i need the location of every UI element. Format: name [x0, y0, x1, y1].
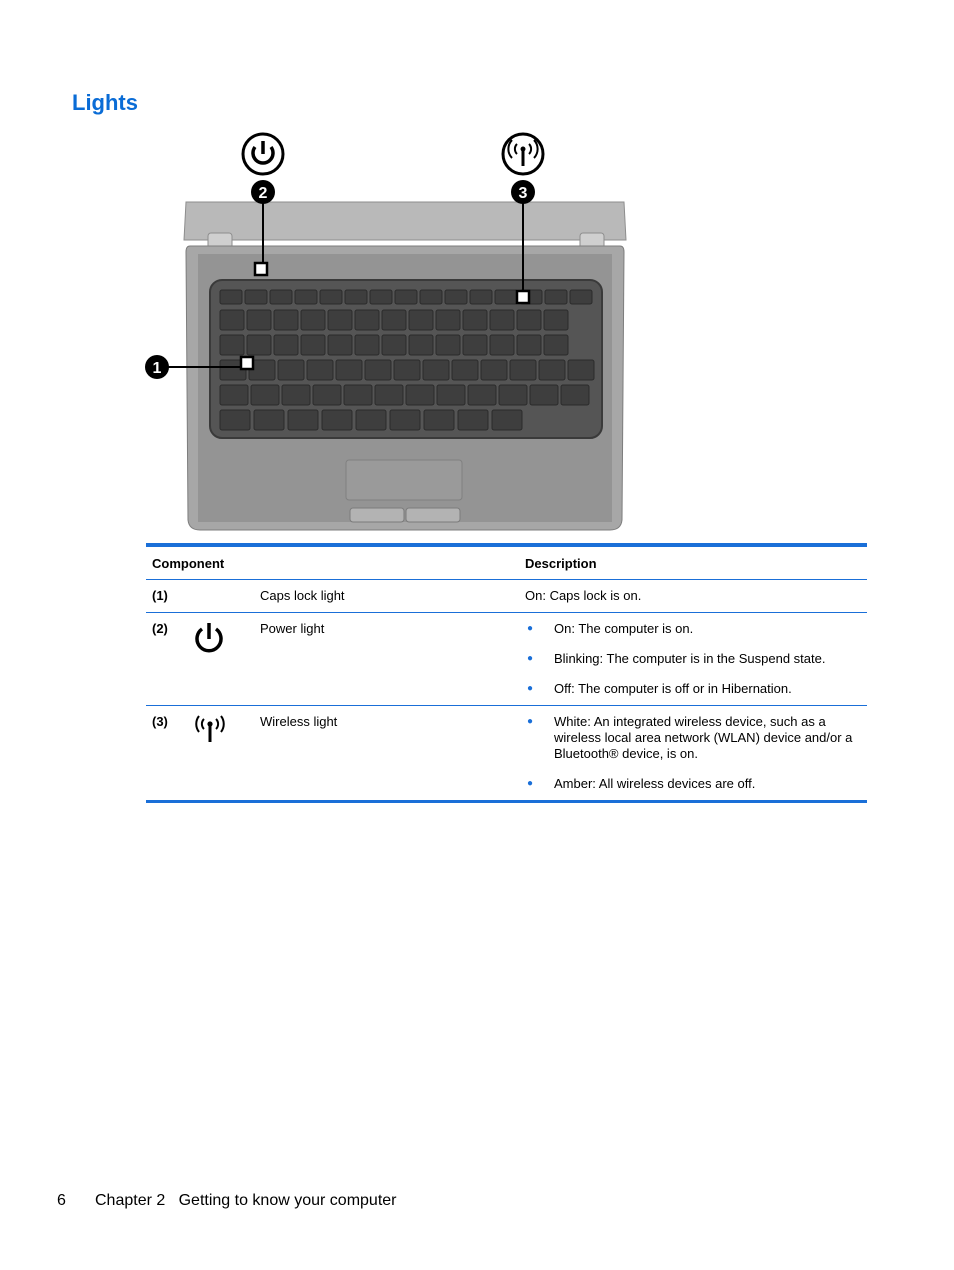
- keyboard-key: [278, 360, 304, 380]
- keyboard-key: [539, 360, 565, 380]
- row-component-name: Caps lock light: [254, 580, 519, 613]
- row-icon-cell: [186, 706, 254, 802]
- list-item: ● Blinking: The computer is in the Suspend state.: [525, 651, 861, 667]
- keyboard-key: [395, 290, 417, 304]
- keyboard-key: [328, 310, 352, 330]
- keyboard-key: [468, 385, 496, 405]
- laptop-illustration: [140, 130, 640, 535]
- keyboard-key: [492, 410, 522, 430]
- keyboard-key: [245, 290, 267, 304]
- table-row: [146, 580, 867, 613]
- keyboard-key: [510, 360, 536, 380]
- list-item: ● White: An integrated wireless device, such as a wireless local area network (WLAN) device and/or a Bluetooth® device, is on.: [525, 714, 861, 762]
- row-number: (2): [146, 613, 186, 706]
- keyboard-key: [409, 310, 433, 330]
- keyboard-key: [530, 385, 558, 405]
- wireless-icon: [503, 134, 543, 174]
- keyboard-key: [355, 335, 379, 355]
- page-footer: [57, 1192, 396, 1210]
- laptop-top-view-figure: [140, 130, 640, 535]
- keyboard-key: [481, 360, 507, 380]
- row-icon-cell: [186, 580, 254, 613]
- keyboard-key: [356, 410, 386, 430]
- svg-text:2: 2: [258, 185, 268, 202]
- keyboard-key: [495, 290, 517, 304]
- keyboard-key: [307, 360, 333, 380]
- row-number: (3): [146, 706, 186, 802]
- chapter-title: Chapter 2 Getting to know your computer: [95, 1192, 397, 1209]
- power-icon: [192, 621, 226, 655]
- row-icon-cell: [186, 613, 254, 706]
- keyboard-key: [490, 335, 514, 355]
- keyboard-key: [274, 335, 298, 355]
- keyboard-key: [490, 310, 514, 330]
- page-title: Lights: [72, 90, 138, 115]
- keyboard-key: [544, 335, 568, 355]
- keyboard-key: [370, 290, 392, 304]
- keyboard-key: [282, 385, 310, 405]
- header-component: Component: [146, 545, 519, 580]
- keyboard-key: [344, 385, 372, 405]
- keyboard-key: [570, 290, 592, 304]
- keyboard-key: [499, 385, 527, 405]
- keyboard-key: [220, 385, 248, 405]
- keyboard-key: [320, 290, 342, 304]
- keyboard-key: [336, 360, 362, 380]
- keyboard-key: [301, 310, 325, 330]
- keyboard-key: [313, 385, 341, 405]
- lights-table: [146, 543, 867, 803]
- list-item: ● On: The computer is on.: [525, 621, 861, 637]
- page-number: 6: [57, 1192, 66, 1209]
- keyboard-key: [390, 410, 420, 430]
- keyboard-key: [458, 410, 488, 430]
- keyboard-key: [561, 385, 589, 405]
- keyboard-key: [452, 360, 478, 380]
- keyboard-key: [517, 335, 541, 355]
- keyboard-key: [545, 290, 567, 304]
- keyboard-key: [247, 310, 271, 330]
- row-description: [519, 706, 867, 802]
- keyboard-key: [436, 335, 460, 355]
- keyboard-key: [328, 335, 352, 355]
- keyboard-key: [423, 360, 449, 380]
- keyboard-key: [247, 335, 271, 355]
- keyboard-key: [375, 385, 403, 405]
- keyboard-key: [394, 360, 420, 380]
- keyboard-key: [568, 360, 594, 380]
- row-number: (1): [146, 580, 186, 613]
- keyboard-key: [254, 410, 284, 430]
- keyboard-key: [365, 360, 391, 380]
- keyboard-key: [445, 290, 467, 304]
- keyboard-key: [544, 310, 568, 330]
- table-row: [146, 706, 867, 802]
- power-icon: [243, 134, 283, 174]
- svg-text:1: 1: [152, 360, 162, 377]
- table-header-row: [146, 545, 867, 580]
- keyboard-key: [437, 385, 465, 405]
- row-component-name: Power light: [254, 613, 519, 706]
- keyboard-key: [436, 310, 460, 330]
- keyboard-key: [355, 310, 379, 330]
- callout-1: [145, 355, 169, 379]
- keyboard-key: [220, 335, 244, 355]
- keyboard-key: [382, 310, 406, 330]
- row-description: On: Caps lock is on.: [519, 580, 867, 613]
- keyboard-key: [420, 290, 442, 304]
- wireless-icon: [192, 714, 228, 744]
- keyboard-key: [517, 310, 541, 330]
- keyboard-key: [270, 290, 292, 304]
- keyboard-key: [406, 385, 434, 405]
- keyboard-key: [322, 410, 352, 430]
- keyboard-key: [274, 310, 298, 330]
- callout-2: [251, 180, 275, 204]
- keyboard-key: [288, 410, 318, 430]
- row-component-name: Wireless light: [254, 706, 519, 802]
- list-item: ● Off: The computer is off or in Hibernation.: [525, 681, 861, 697]
- keyboard-key: [220, 290, 242, 304]
- keyboard-key: [345, 290, 367, 304]
- keyboard-key: [220, 310, 244, 330]
- keyboard-key: [382, 335, 406, 355]
- keyboard-key: [251, 385, 279, 405]
- keyboard-key: [295, 290, 317, 304]
- header-description: Description: [519, 545, 867, 580]
- keyboard-key: [409, 335, 433, 355]
- keyboard-key: [470, 290, 492, 304]
- keyboard-key: [463, 310, 487, 330]
- callout-3: [511, 180, 535, 204]
- keyboard-key: [463, 335, 487, 355]
- svg-text:3: 3: [518, 185, 528, 202]
- keyboard-key: [220, 410, 250, 430]
- keyboard-key: [424, 410, 454, 430]
- list-item: ● Amber: All wireless devices are off.: [525, 776, 861, 792]
- row-description: [519, 613, 867, 706]
- table-row: [146, 613, 867, 706]
- keyboard-key: [301, 335, 325, 355]
